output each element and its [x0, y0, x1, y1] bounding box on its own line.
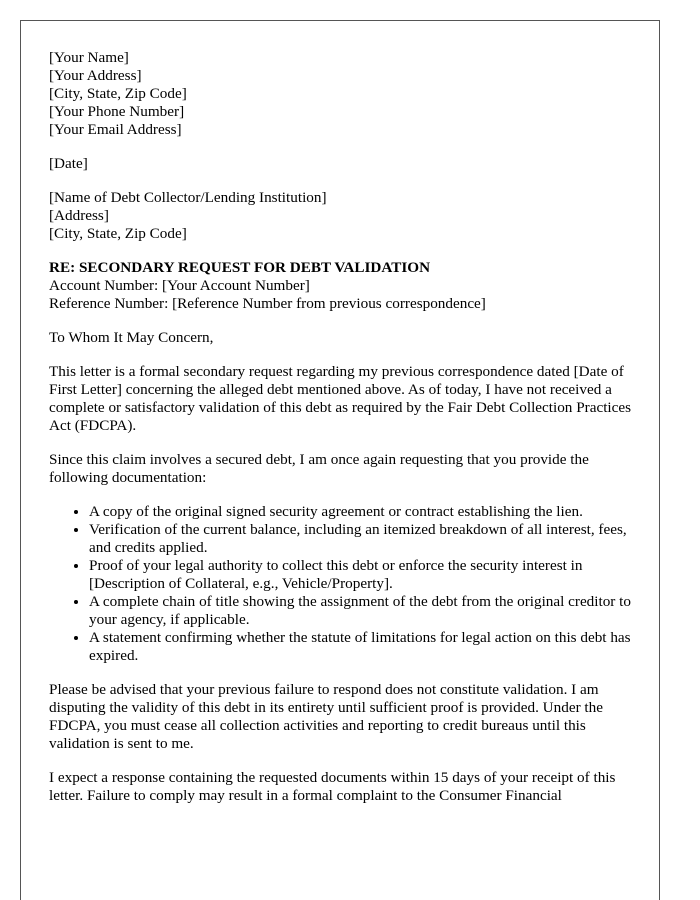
list-item: • A copy of the original signed security agreement or contract establishing the lien. [89, 503, 639, 521]
recipient-address: [Address] [49, 207, 109, 224]
sender-email: [Your Email Address] [49, 121, 182, 138]
list-item: • Proof of your legal authority to collect this debt or enforce the security interest in [Description of Collateral, e.g., Vehicle/Property]. [89, 557, 639, 593]
letter-date: [Date] [49, 155, 88, 172]
sender-city-state-zip: [City, State, Zip Code] [49, 85, 187, 102]
recipient-name: [Name of Debt Collector/Lending Institution] [49, 189, 327, 206]
sender-address: [Your Address] [49, 67, 142, 84]
closing-paragraph: I expect a response containing the requested documents within 15 days of your receipt of this letter. Failure to comply may result in a formal complaint to the Consumer Financial [49, 769, 616, 804]
advisory-paragraph: Please be advised that your previous failure to respond does not constitute validation. I am disputing the validity of this debt in its entirety until sufficient proof is provided. Under the FDCPA, you must cease all collection activities and reporting to credit bureaus until this validation is sent to me. [49, 681, 603, 752]
recipient-block [49, 189, 639, 243]
intro-paragraph: This letter is a formal secondary request regarding my previous correspondence dated [Date of First Letter] concerning the alleged debt mentioned above. As of today, I have not received a complete or satisfactory validation of this debt as required by the Fair Debt Collection Practices Act (FDCPA). [49, 363, 632, 434]
letter-content [49, 49, 639, 821]
sender-phone: [Your Phone Number] [49, 103, 185, 120]
request-paragraph: Since this claim involves a secured debt, I am once again requesting that you provide the following documentation: [49, 451, 589, 486]
date-block [49, 155, 639, 173]
list-item: • A statement confirming whether the statute of limitations for legal action on this debt has expired. [89, 629, 639, 665]
sender-name: [Your Name] [49, 49, 129, 66]
reference-number: Reference Number: [Reference Number from previous correspondence] [49, 295, 486, 312]
sender-block [49, 49, 639, 139]
subject-title: RE: SECONDARY REQUEST FOR DEBT VALIDATION [49, 259, 431, 276]
recipient-city-state-zip: [City, State, Zip Code] [49, 225, 187, 242]
list-item: • A complete chain of title showing the assignment of the debt from the original creditor to your agency, if applicable. [89, 593, 639, 629]
salutation: To Whom It May Concern, [49, 329, 214, 346]
account-number: Account Number: [Your Account Number] [49, 277, 310, 294]
documentation-list [49, 503, 639, 665]
letter-page [20, 20, 660, 900]
subject-block [49, 259, 639, 313]
list-item: • Verification of the current balance, including an itemized breakdown of all interest, fees, and credits applied. [89, 521, 639, 557]
